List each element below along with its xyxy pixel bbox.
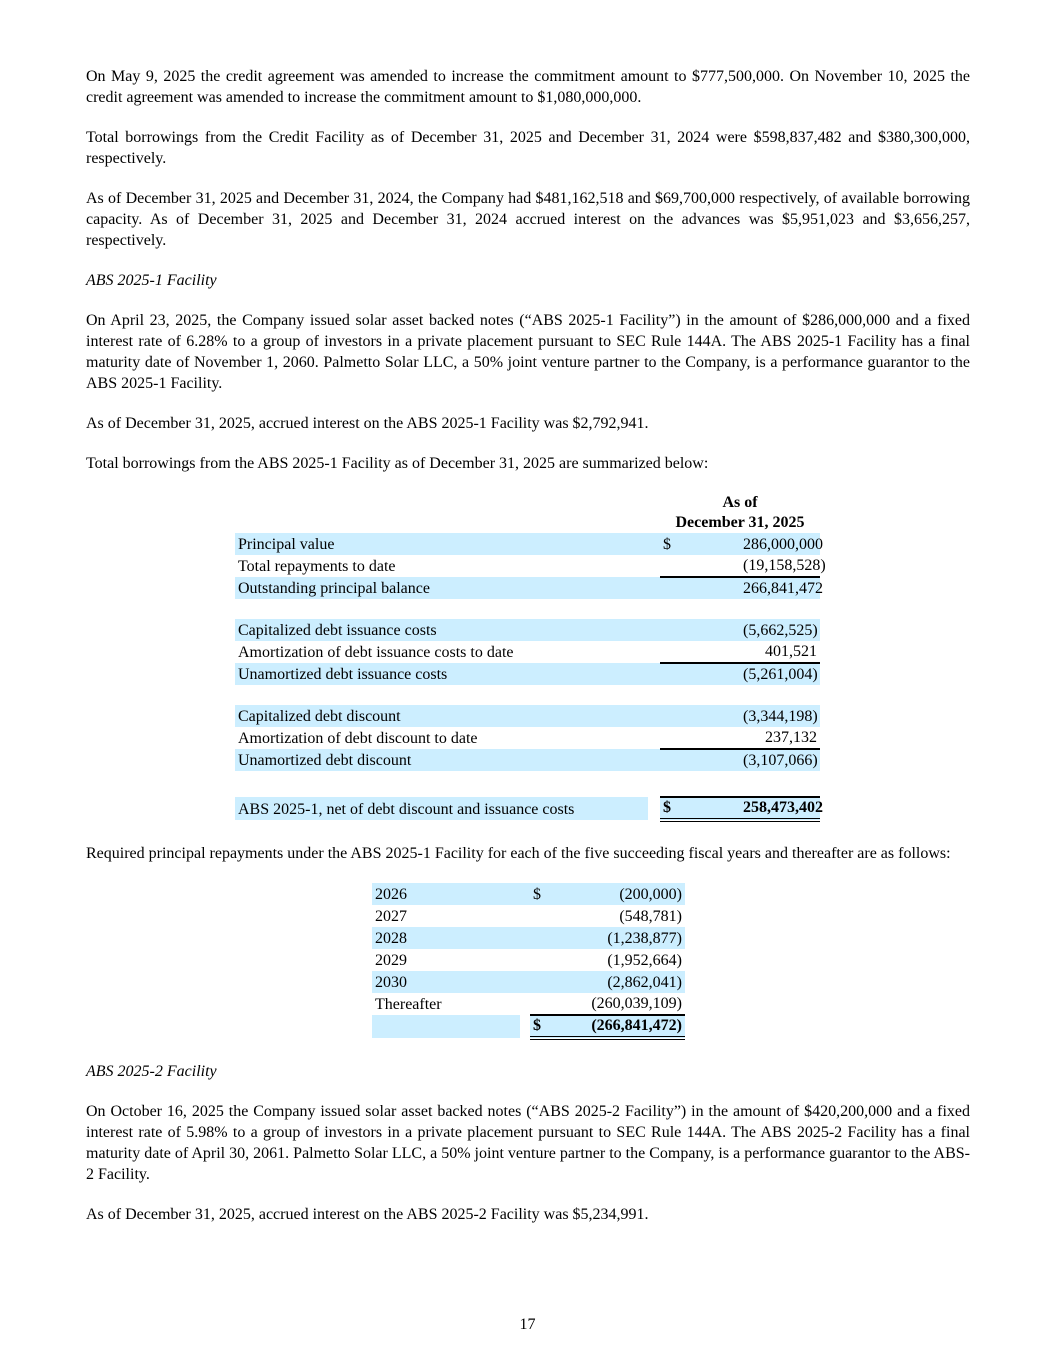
table-row (372, 927, 685, 949)
heading-abs-2025-2-facility: ABS 2025-2 Facility (86, 1063, 217, 1080)
table-row (235, 727, 820, 749)
row-label: 2030 (372, 971, 520, 993)
total-label: ABS 2025-1, net of debt discount and issuance costs (235, 797, 648, 820)
row-value: (1,952,664) (607, 952, 682, 969)
row-value: (5,662,525) (740, 619, 820, 641)
spacer-row (235, 771, 820, 797)
row-value: 401,521 (740, 641, 820, 663)
table-row (372, 905, 685, 927)
row-value: (1,238,877) (552, 927, 685, 949)
row-value: (200,000) (552, 883, 685, 905)
row-value: 286,000,000 (740, 533, 820, 555)
paragraph-borrowing-capacity: As of December 31, 2025 and December 31, 2024, the Company had $481,162,518 and $69,700,000 respectively, of available borrowing capacity. As of December 31, 2025 and December 31, 2024 accrued interest on the advances was $5,951,023 and $3,656,257, respectively. (86, 190, 970, 249)
paragraph-required-repayments-intro: Required principal repayments under the ABS 2025-1 Facility for each of the five succeeding fiscal years and thereafter are as follows: (86, 845, 951, 862)
paragraph-abs-2025-1-accrued-interest: As of December 31, 2025, accrued interest on the ABS 2025-1 Facility was $2,792,941. (86, 415, 649, 432)
row-value: 237,132 (740, 727, 820, 749)
row-value: (3,344,198) (740, 705, 820, 727)
paragraph-abs-2025-1-issuance: On April 23, 2025, the Company issued solar asset backed notes (“ABS 2025-1 Facility”) in the amount of $286,000,000 and a fixed interest rate of 6.28% to a group of investors in a private placement pursuant to SEC Rule 144A. The ABS 2025-1 Facility has a final maturity date of November 1, 2060. Palmetto Solar LLC, a 50% joint venture partner to the Company, is a performance guarantor to the ABS 2025-1 Facility. (86, 312, 970, 392)
table-row (235, 663, 820, 685)
table-row (372, 949, 685, 971)
paragraph-abs-2025-1-borrowings-intro: Total borrowings from the ABS 2025-1 Facility as of December 31, 2025 are summarized below: (86, 455, 709, 472)
table-row (372, 883, 685, 905)
table-row (372, 993, 685, 1015)
row-label: Principal value (235, 533, 648, 555)
row-label: 2026 (372, 883, 520, 905)
total-value: (266,841,472) (552, 1015, 685, 1038)
total-currency: $ (530, 1015, 552, 1038)
row-value: 266,841,472 (740, 577, 820, 599)
total-label (372, 1015, 520, 1038)
row-label: Capitalized debt discount (235, 705, 648, 727)
row-currency: $ (660, 533, 740, 555)
row-value: (260,039,109) (552, 993, 685, 1015)
header-line-date: December 31, 2025 (675, 514, 805, 531)
abs-2025-1-repayments-table (372, 883, 685, 1040)
header-line-as-of: As of (722, 494, 758, 511)
row-value: (2,862,041) (552, 971, 685, 993)
row-label: 2028 (372, 927, 520, 949)
spacer-row (235, 599, 820, 619)
table-row (235, 577, 820, 599)
page-number: 17 (519, 1316, 536, 1333)
table-row (235, 555, 820, 577)
column-header-as-of-date (660, 493, 820, 533)
table-total-row (235, 797, 820, 820)
paragraph-abs-2025-2-issuance: On October 16, 2025 the Company issued solar asset backed notes (“ABS 2025-2 Facility”) in the amount of $420,200,000 and a fixed interest rate of 5.98% to a group of investors in a private placement pursuant to SEC Rule 144A. The ABS 2025-2 Facility has a final maturity date of April 30, 2061. Palmetto Solar LLC, a 50% joint venture partner to the Company, is a performance guarantor to the ABS-2 Facility. (86, 1103, 970, 1183)
row-currency: $ (530, 883, 552, 905)
row-label: Outstanding principal balance (235, 577, 648, 599)
row-value: (19,158,528) (740, 555, 820, 577)
table-row (235, 749, 820, 771)
table-row (235, 533, 820, 555)
row-label: 2027 (375, 908, 407, 925)
paragraph-total-borrowings-credit-facility: Total borrowings from the Credit Facility as of December 31, 2025 and December 31, 2024 were $598,837,482 and $380,300,000, respectively. (86, 129, 970, 167)
row-label: Thereafter (375, 996, 442, 1013)
row-label: 2029 (375, 952, 407, 969)
row-label: Amortization of debt discount to date (238, 730, 478, 747)
row-value: (548,781) (619, 908, 682, 925)
table-row (235, 705, 820, 727)
total-value: 258,473,402 (740, 797, 820, 820)
row-label: Capitalized debt issuance costs (235, 619, 648, 641)
table-row (372, 971, 685, 993)
row-label: Unamortized debt discount (235, 749, 648, 771)
total-currency: $ (660, 797, 740, 820)
table-row (235, 619, 820, 641)
spacer-row (235, 685, 820, 705)
paragraph-abs-2025-2-accrued-interest: As of December 31, 2025, accrued interest on the ABS 2025-2 Facility was $5,234,991. (86, 1206, 649, 1223)
row-currency (660, 555, 740, 577)
paragraph-credit-amendments: On May 9, 2025 the credit agreement was amended to increase the commitment amount to $777,500,000. On November 10, 2025 the credit agreement was amended to increase the commitment amount to $1,080,000,000. (86, 68, 970, 106)
row-label: Total repayments to date (238, 558, 396, 575)
heading-abs-2025-1-facility: ABS 2025-1 Facility (86, 272, 217, 289)
table-header-row (235, 493, 820, 533)
row-label: Amortization of debt issuance costs to date (238, 644, 514, 661)
header-empty-cell (235, 493, 648, 533)
row-value: (5,261,004) (740, 663, 820, 685)
abs-2025-1-borrowings-table (235, 493, 826, 822)
table-row (235, 641, 820, 663)
row-value: (3,107,066) (740, 749, 820, 771)
row-label: Unamortized debt issuance costs (235, 663, 648, 685)
table-total-row (372, 1015, 685, 1038)
